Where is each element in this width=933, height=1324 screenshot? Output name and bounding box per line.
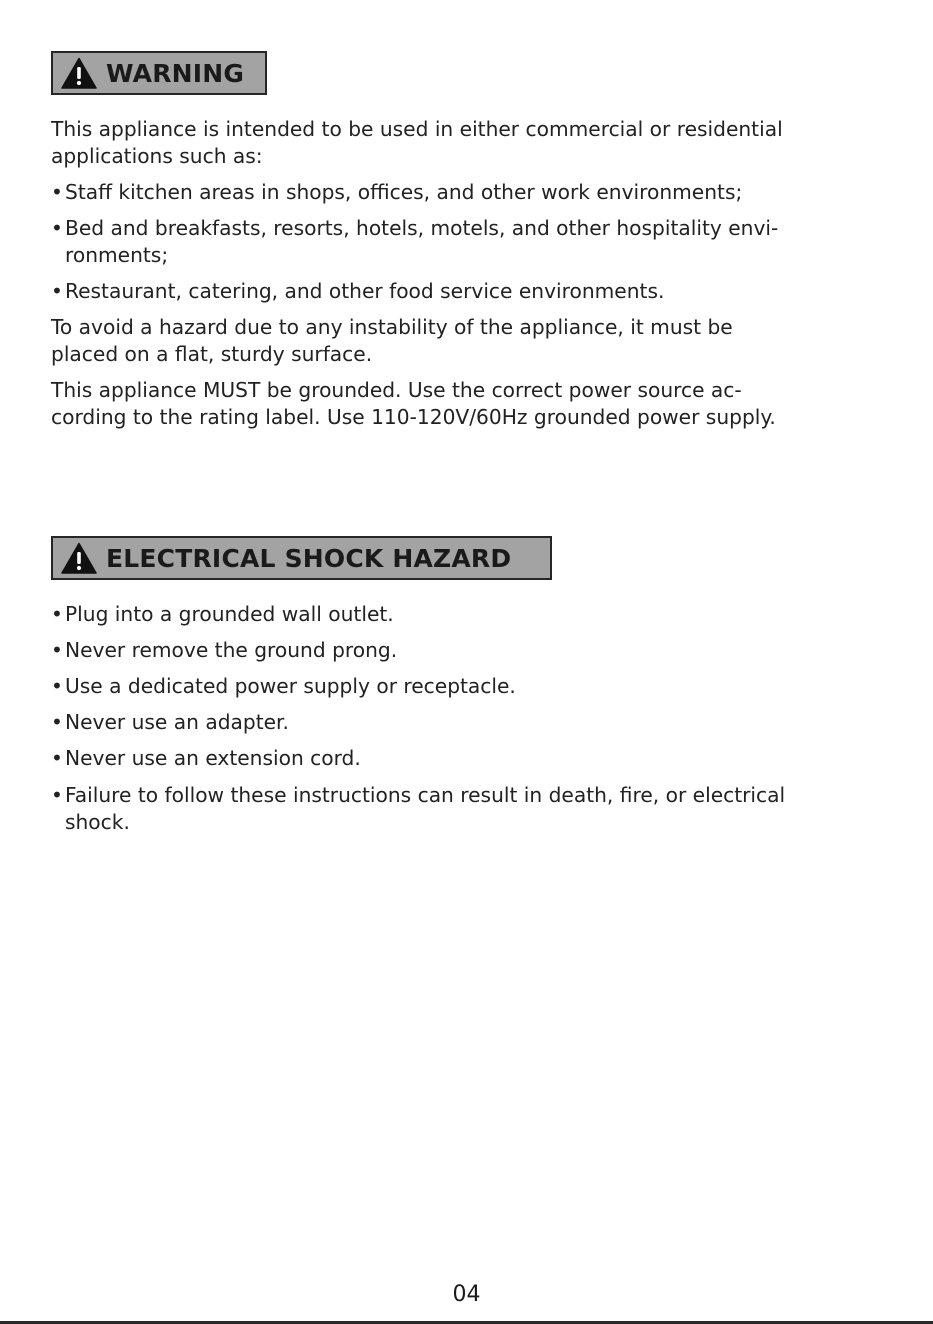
list-item (51, 637, 881, 664)
bullet-text: Bed and breakfasts, resorts, hotels, motels, and other hospitality envi- (65, 216, 779, 240)
grounding-paragraph (51, 377, 881, 431)
bullet-text: Use a dedicated power supply or receptacle. (65, 674, 516, 698)
bullet-text: Never use an adapter. (65, 710, 289, 734)
bullet-text: Plug into a grounded wall outlet. (65, 602, 394, 626)
warning-triangle-icon (61, 57, 97, 89)
bullet-mark: • (51, 602, 63, 626)
list-item (51, 709, 881, 736)
bullet-text: Restaurant, catering, and other food service environments. (65, 279, 665, 303)
text-line: applications such as: (51, 144, 263, 168)
bullet-text: Never use an extension cord. (65, 746, 361, 770)
bullet-mark: • (51, 279, 63, 303)
page-number: 04 (452, 1282, 481, 1307)
shock-hazard-title: ELECTRICAL SHOCK HAZARD (106, 543, 512, 573)
bullet-mark: • (51, 710, 63, 734)
list-item (51, 179, 881, 206)
bullet-text: Never remove the ground prong. (65, 638, 398, 662)
warning-badge (51, 51, 267, 95)
bullet-text: shock. (65, 810, 130, 834)
bullet-mark: • (51, 783, 63, 807)
warning-title: WARNING (106, 58, 245, 88)
bullet-mark: • (51, 674, 63, 698)
list-item (51, 601, 881, 628)
bullet-text: Staff kitchen areas in shops, offices, and other work environments; (65, 180, 743, 204)
list-item (51, 673, 881, 700)
bullet-mark: • (51, 746, 63, 770)
warning-intro-paragraph (51, 116, 881, 170)
text-line: placed on a flat, sturdy surface. (51, 342, 373, 366)
list-item (51, 745, 881, 772)
bullet-mark: • (51, 638, 63, 662)
bullet-mark: • (51, 216, 63, 240)
list-item (51, 782, 881, 836)
warning-triangle-icon (61, 542, 97, 574)
bullet-text: ronments; (65, 243, 169, 267)
bullet-mark: • (51, 180, 63, 204)
list-item (51, 215, 881, 269)
shock-hazard-badge (51, 536, 552, 580)
stability-paragraph (51, 314, 881, 368)
list-item (51, 278, 881, 305)
text-line: To avoid a hazard due to any instability of the appliance, it must be (51, 315, 733, 339)
text-line: cording to the rating label. Use 110-120V/60Hz grounded power supply. (51, 405, 776, 429)
text-line: This appliance MUST be grounded. Use the correct power source ac- (51, 378, 742, 402)
text-line: This appliance is intended to be used in either commercial or residential (51, 117, 783, 141)
bullet-text: Failure to follow these instructions can result in death, fire, or electrical (65, 783, 786, 807)
